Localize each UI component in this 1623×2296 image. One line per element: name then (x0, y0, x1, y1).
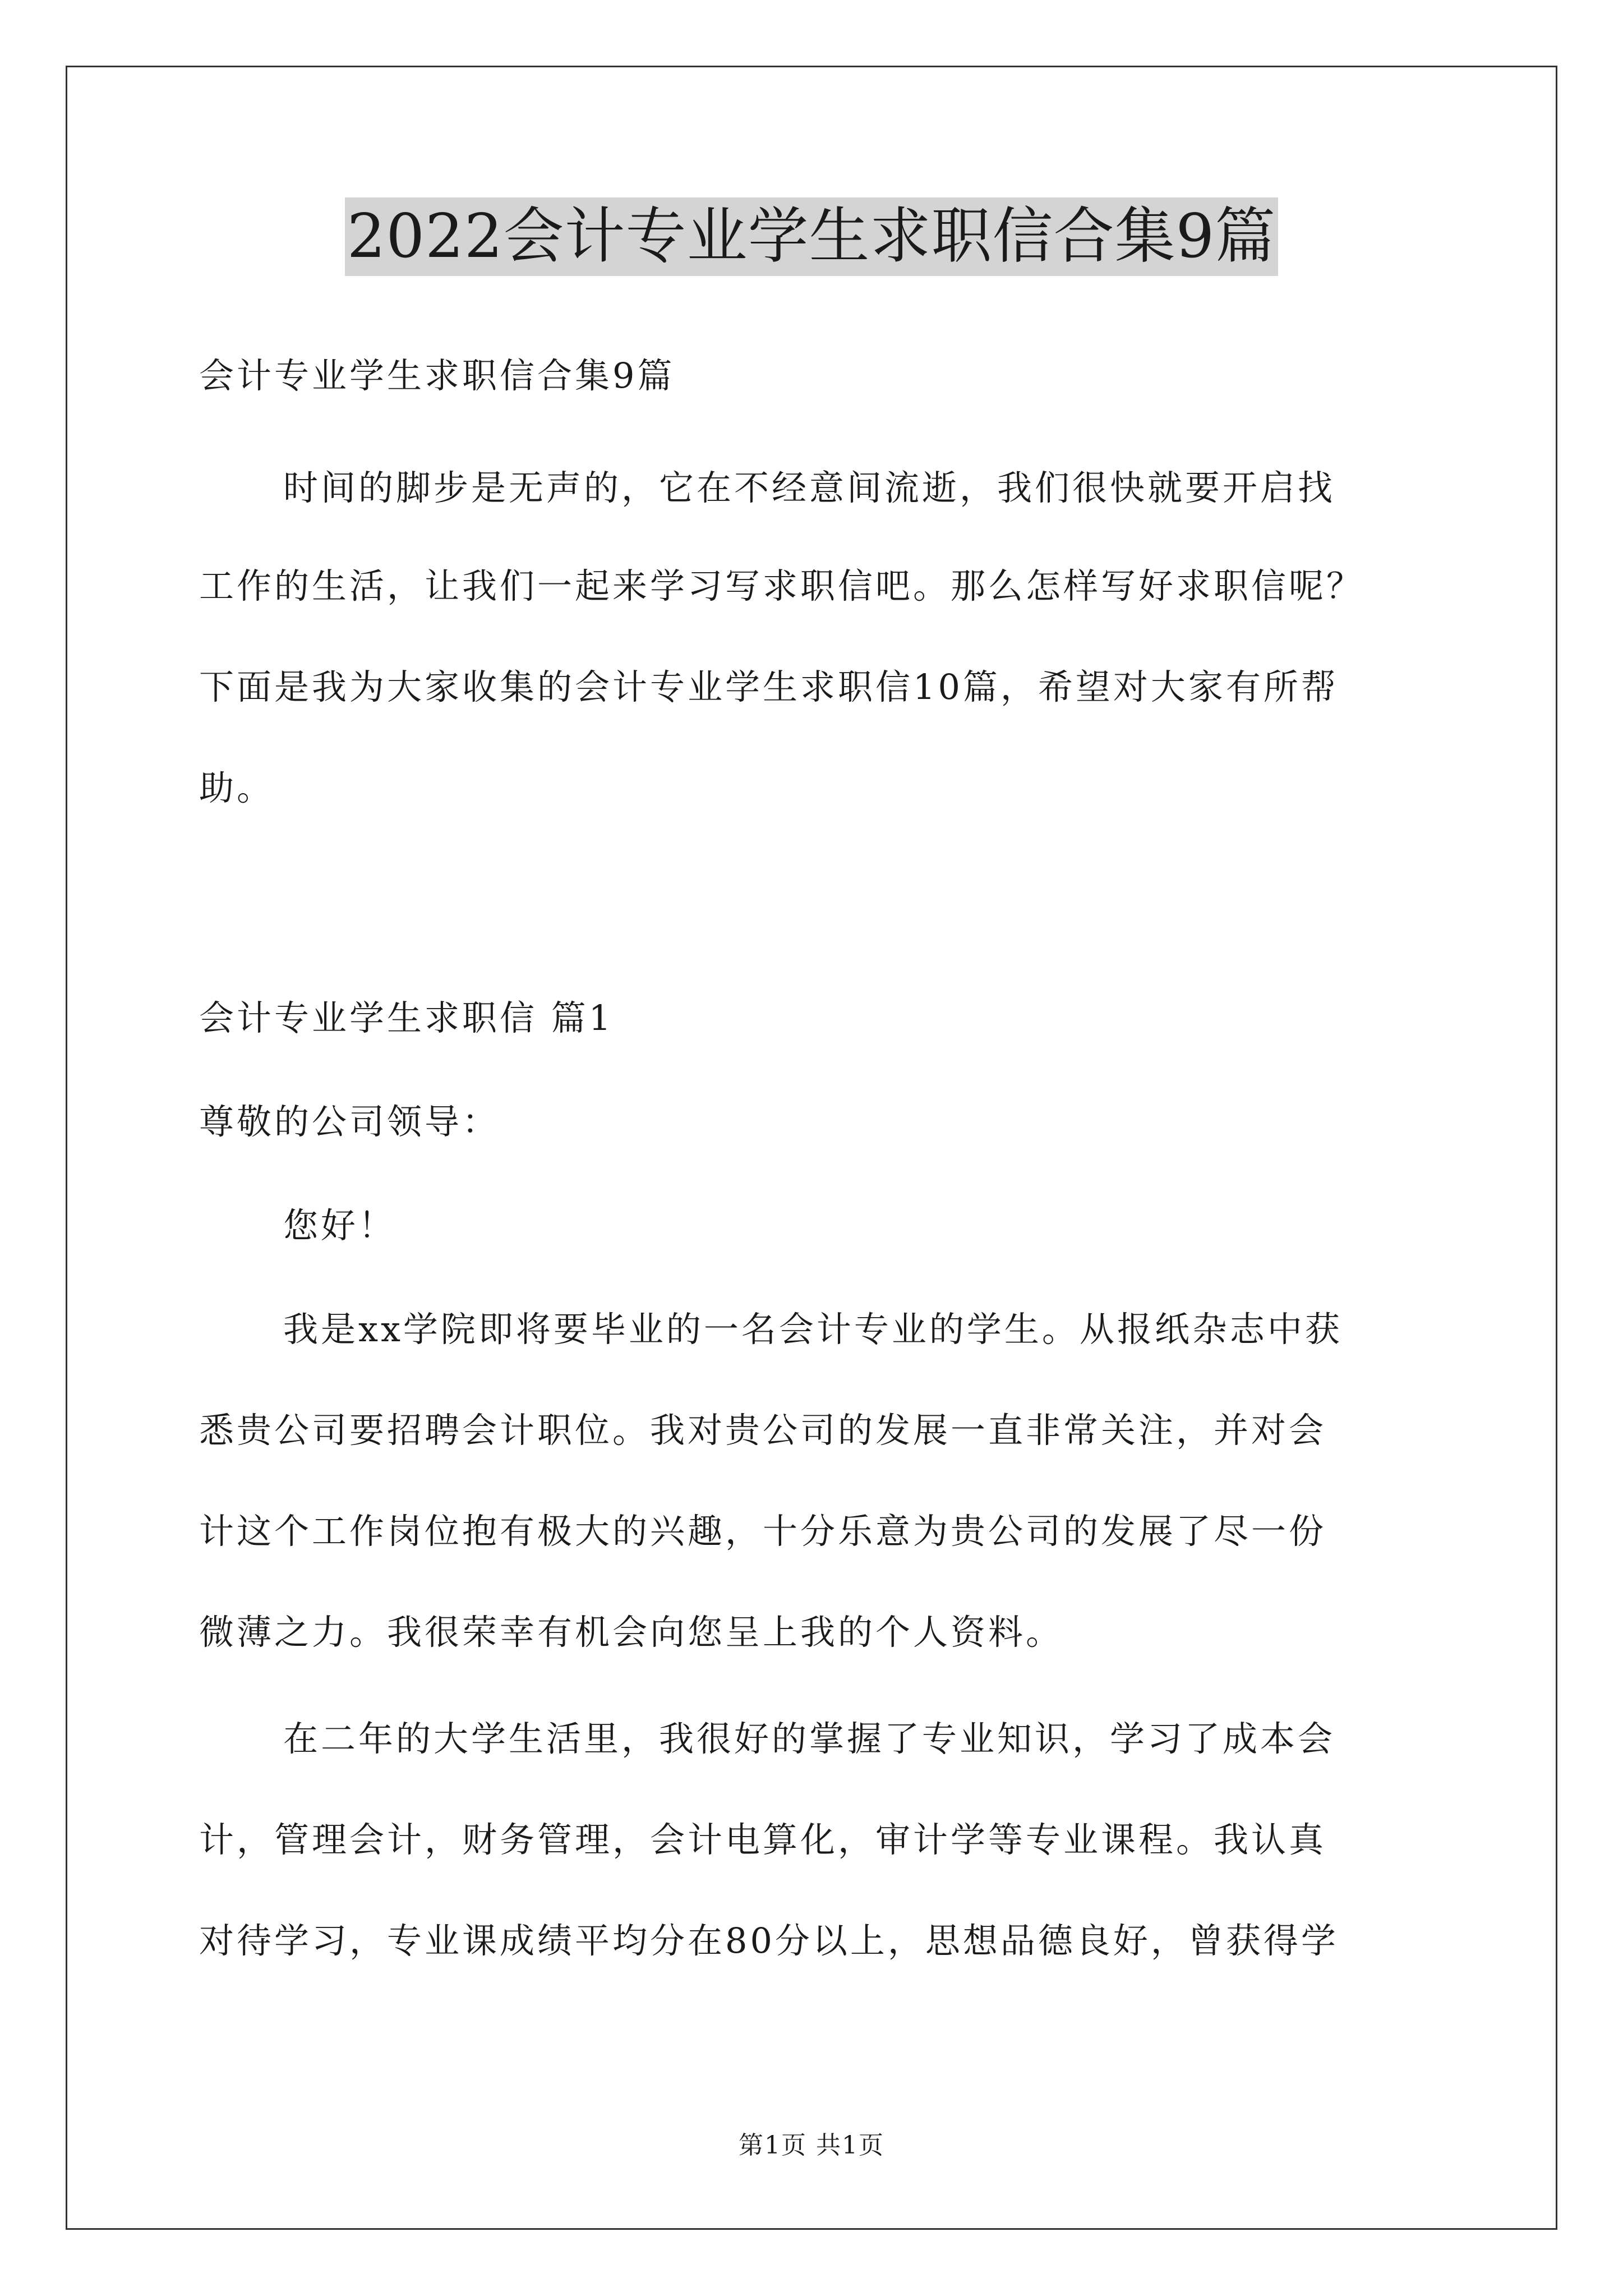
page-footer: 第1页 共1页 (739, 2131, 884, 2160)
intro-line-3: 下面是我为大家收集的会计专业学生求职信10篇，希望对大家有所帮 (199, 666, 1339, 707)
paragraph2-line-3: 对待学习，专业课成绩平均分在80分以上，思想品德良好，曾获得学 (199, 1920, 1339, 1961)
greeting: 您好！ (283, 1205, 396, 1246)
salutation: 尊敬的公司领导： (199, 1101, 500, 1142)
title-container (0, 197, 1623, 276)
paragraph1-line-2: 悉贵公司要招聘会计职位。我对贵公司的发展一直非常关注，并对会 (199, 1410, 1327, 1451)
document-subtitle: 会计专业学生求职信合集9篇 (199, 355, 675, 396)
intro-line-4: 助。 (199, 767, 275, 808)
paragraph2-line-1: 在二年的大学生活里，我很好的掌握了专业知识，学习了成本会 (283, 1718, 1336, 1759)
paragraph1-line-1: 我是xx学院即将要毕业的一名会计专业的学生。从报纸杂志中获 (283, 1309, 1343, 1350)
intro-line-1: 时间的脚步是无声的，它在不经意间流逝，我们很快就要开启找 (283, 467, 1336, 508)
intro-line-2: 工作的生活，让我们一起来学习写求职信吧。那么怎样写好求职信呢？ (199, 565, 1364, 606)
paragraph2-line-2: 计，管理会计，财务管理，会计电算化，审计学等专业课程。我认真 (199, 1819, 1327, 1860)
section-heading: 会计专业学生求职信 篇1 (199, 997, 614, 1038)
paragraph1-line-3: 计这个工作岗位抱有极大的兴趣，十分乐意为贵公司的发展了尽一份 (199, 1511, 1327, 1552)
document-title: 2022会计专业学生求职信合集9篇 (345, 197, 1279, 276)
paragraph1-line-4: 微薄之力。我很荣幸有机会向您呈上我的个人资料。 (199, 1612, 1064, 1653)
